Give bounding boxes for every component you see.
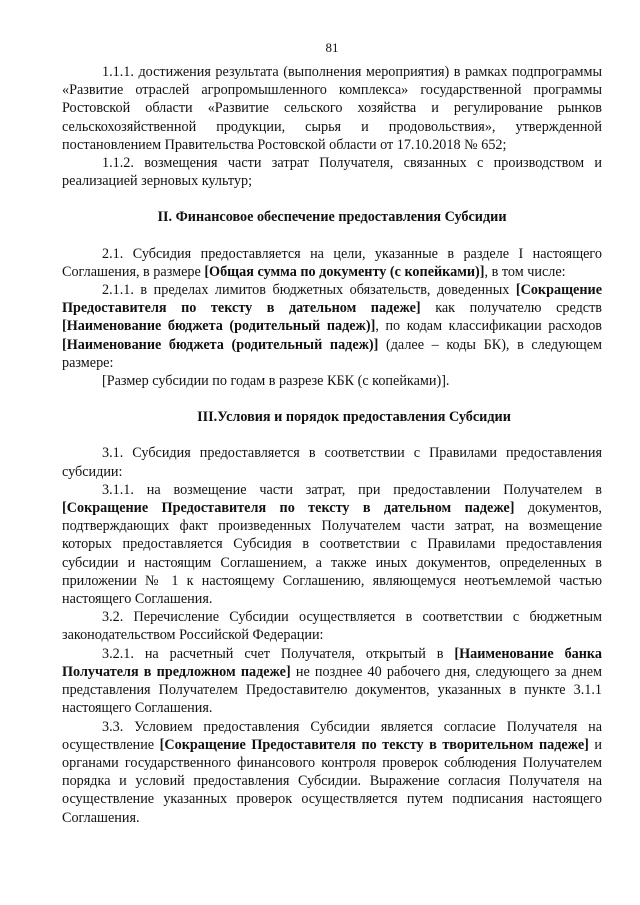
paragraph-3-2: 3.2. Перечисление Субсидии осуществляется в соответствии с бюджетным законодательством Российской Федерации: <box>62 609 602 644</box>
paragraph-2-1-text-c: , в том числе: <box>484 263 566 280</box>
paragraph-2-1-1-text-e: , по кодам классификации расходов <box>375 318 603 335</box>
document-body <box>62 63 602 827</box>
page-number: 81 <box>325 40 339 55</box>
placeholder-grantor-instrumental: [Сокращение Предоставителя по тексту в творительном падеже] <box>159 736 589 753</box>
paragraph-3-1-1 <box>62 481 602 608</box>
section-2-heading: II. Финансовое обеспечение предоставления Субсидии <box>157 209 507 226</box>
paragraph-3-1: 3.1. Субсидия предоставляется в соответствии с Правилами предоставления субсидии: <box>62 445 602 480</box>
paragraph-2-1 <box>62 245 602 281</box>
paragraph-subsidy-amount: [Размер субсидии по годам в разрезе КБК (с копейками)]. <box>102 373 450 390</box>
placeholder-bank-name: [Наименование банка Получателя в предложном падеже] <box>62 645 602 680</box>
placeholder-grantor-dative: [Сокращение Предоставителя по тексту в дательном падеже] <box>62 282 602 317</box>
placeholder-budget-name-2: [Наименование бюджета (родительный падеж)] <box>62 336 379 353</box>
paragraph-3-2-1-text-c: не позднее 40 рабочего дня, следующего за днем представления Получателем Предоставителю документов, указанных в пункте 3.1.1 настоящего Соглашения. <box>62 663 602 717</box>
paragraph-3-1-1-text-a: 3.1.1. на возмещение части затрат, при предоставлении Получателем в <box>102 481 602 498</box>
paragraph-3-2-1-text-a: 3.2.1. на расчетный счет Получателя, открытый в <box>102 645 455 662</box>
paragraph-2-1-1 <box>62 281 602 372</box>
paragraph-3-3-text-c: и органами государственного финансового контроля проверок соблюдения Получателем порядка и условий предоставления Субсидии. Выражение согласия Получателя на осуществление указанных проверок осуществляется путем подписания настоящего Соглашения. <box>62 736 602 826</box>
placeholder-budget-name-1: [Наименование бюджета (родительный падеж)] <box>62 318 376 335</box>
paragraph-3-3-text-a: 3.3. Условием предоставления Субсидии является согласие Получателя на осуществление <box>62 718 602 753</box>
placeholder-total-amount: [Общая сумма по документу (с копейками)] <box>204 263 485 280</box>
paragraph-3-3 <box>62 718 602 827</box>
paragraph-1-1-2: 1.1.2. возмещения части затрат Получателя, связанных с производством и реализацией зерновых культур; <box>62 155 602 190</box>
paragraph-2-1-1-text-c: как получателю средств <box>420 300 602 317</box>
section-3-heading: III.Условия и порядок предоставления Субсидии <box>197 409 511 426</box>
paragraph-2-1-text-a: 2.1. Субсидия предоставляется на цели, указанные в разделе I настоящего Соглашения, в размере <box>62 245 602 280</box>
paragraph-3-1-1-text-c: документов, подтверждающих факт произведенных Получателем части затрат, на возмещение которых предоставляется Субсидия в соответствии с Правилами предоставления субсидии и настоящим Соглашением, а также иных документов, определенных в приложении № 1 к настоящему Соглашению, являющемуся неотъемлемой частью настоящего Соглашения. <box>62 500 602 608</box>
paragraph-2-1-1-text-a: 2.1.1. в пределах лимитов бюджетных обязательств, доведенных <box>102 282 516 299</box>
placeholder-grantor-dative-2: [Сокращение Предоставителя по тексту в дательном падеже] <box>62 500 515 517</box>
paragraph-2-1-1-text-g: (далее – коды БК), в следующем размере: <box>62 336 602 371</box>
paragraph-3-2-1 <box>62 645 602 718</box>
paragraph-1-1-1: 1.1.1. достижения результата (выполнения мероприятия) в рамках подпрограммы «Развитие отраслей агропромышленного комплекса» государственной программы Ростовской области «Развитие сельского хозяйства и регулирование рынков сельскохозяйственной продукции, сырья и продовольствия», утвержденной постановлением Правительства Ростовской области от 17.10.2018 № 652; <box>62 64 602 153</box>
